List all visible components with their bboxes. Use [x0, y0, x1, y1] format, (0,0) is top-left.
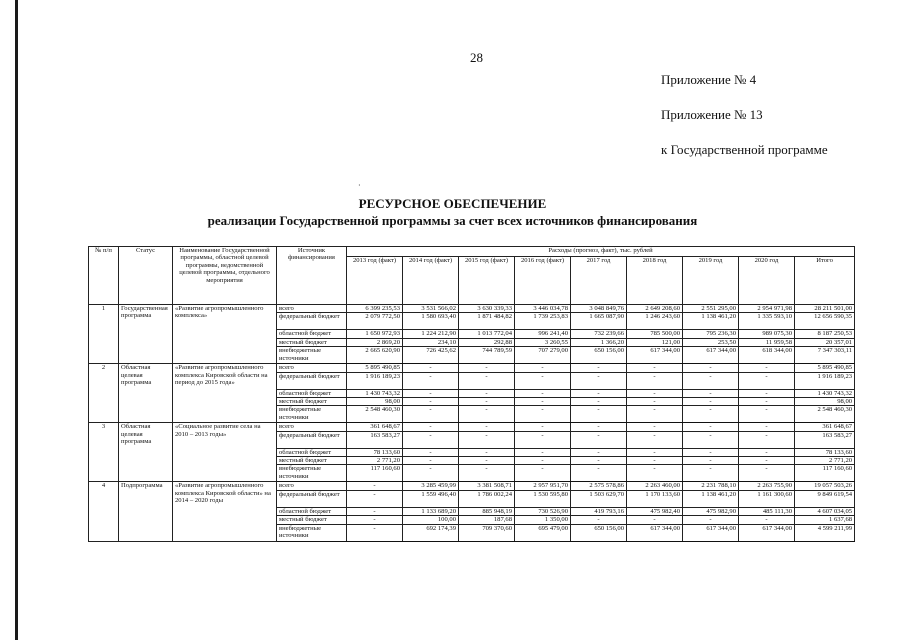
amount-cell: - [459, 364, 515, 372]
total-cell: 1 430 743,32 [795, 389, 855, 397]
amount-cell: - [627, 431, 683, 448]
funding-source: всего [277, 364, 347, 372]
amount-cell: - [515, 423, 571, 431]
amount-cell: 2 665 620,90 [347, 347, 403, 364]
page-number: 28 [470, 50, 483, 65]
table-row [89, 482, 855, 490]
header-expenses: Расходы (прогноз, факт), тыс. рублей [347, 247, 855, 257]
amount-cell: - [627, 516, 683, 524]
amount-cell: 2 869,20 [347, 338, 403, 346]
amount-cell: 419 793,16 [571, 507, 627, 515]
document-title: РЕСУРСНОЕ ОБЕСПЕЧЕНИЕ [358, 196, 547, 211]
header-year: 2016 год (факт) [515, 257, 571, 305]
amount-cell: - [515, 364, 571, 372]
amount-cell: - [683, 364, 739, 372]
funding-source: местный бюджет [277, 516, 347, 524]
amount-cell: - [739, 465, 795, 482]
header-year: Итого [795, 257, 855, 305]
amount-cell: 3 381 508,71 [459, 482, 515, 490]
amount-cell: - [571, 448, 627, 456]
amount-cell: 2 079 772,50 [347, 313, 403, 330]
amount-cell: - [347, 490, 403, 507]
amount-cell: 2 231 788,10 [683, 482, 739, 490]
funding-source: внебюджетные источники [277, 347, 347, 364]
amount-cell: - [683, 516, 739, 524]
scan-speck: · [358, 181, 361, 190]
amount-cell: - [403, 372, 459, 389]
program-status: Подпрограмма [119, 482, 173, 541]
funding-source: всего [277, 423, 347, 431]
program-name: «Развитие агропромышленного комплекса Кировской области на период до 2015 года» [173, 364, 277, 423]
amount-cell: 795 236,30 [683, 330, 739, 338]
funding-source: местный бюджет [277, 338, 347, 346]
total-cell: 98,00 [795, 397, 855, 405]
amount-cell: 253,50 [683, 338, 739, 346]
header-status: Статус [119, 247, 173, 305]
total-cell: 20 357,01 [795, 338, 855, 346]
amount-cell: - [627, 465, 683, 482]
amount-cell: 1 246 243,60 [627, 313, 683, 330]
amount-cell: - [627, 448, 683, 456]
amount-cell: - [403, 431, 459, 448]
amount-cell: 2 548 460,30 [347, 406, 403, 423]
header-year: 2020 год [739, 257, 795, 305]
amount-cell: 11 959,58 [739, 338, 795, 346]
amount-cell: 121,00 [627, 338, 683, 346]
amount-cell: 3 630 339,33 [459, 305, 515, 313]
program-name: «Развитие агропромышленного комплекса» [173, 305, 277, 364]
header-year: 2018 год [627, 257, 683, 305]
total-cell: 1 637,68 [795, 516, 855, 524]
amount-cell: - [739, 516, 795, 524]
funding-source: всего [277, 482, 347, 490]
amount-cell: 726 425,62 [403, 347, 459, 364]
header-year: 2019 год [683, 257, 739, 305]
amount-cell: 3 446 034,78 [515, 305, 571, 313]
funding-source: внебюджетные источники [277, 524, 347, 541]
amount-cell: 5 895 490,85 [347, 364, 403, 372]
amount-cell: - [683, 423, 739, 431]
amount-cell: 1 650 972,93 [347, 330, 403, 338]
funding-source: федеральный бюджет [277, 431, 347, 448]
amount-cell: 2 957 951,70 [515, 482, 571, 490]
total-cell: 5 895 490,85 [795, 364, 855, 372]
amount-cell: - [627, 389, 683, 397]
amount-cell: 617 344,00 [739, 524, 795, 541]
amount-cell: 989 075,30 [739, 330, 795, 338]
total-cell: 8 187 250,53 [795, 330, 855, 338]
amount-cell: 1 739 253,83 [515, 313, 571, 330]
amount-cell: - [627, 397, 683, 405]
header-year: 2015 год (факт) [459, 257, 515, 305]
resource-table [88, 246, 855, 542]
amount-cell: - [515, 389, 571, 397]
amount-cell: - [683, 457, 739, 465]
amount-cell: 1 530 595,80 [515, 490, 571, 507]
total-cell: 2 771,20 [795, 457, 855, 465]
funding-source: областной бюджет [277, 507, 347, 515]
row-number: 3 [89, 423, 119, 482]
amount-cell: 2 771,20 [347, 457, 403, 465]
total-cell: 1 916 189,23 [795, 372, 855, 389]
funding-source: областной бюджет [277, 330, 347, 338]
funding-source: местный бюджет [277, 457, 347, 465]
funding-source: федеральный бюджет [277, 490, 347, 507]
amount-cell: 3 048 849,76 [571, 305, 627, 313]
amount-cell: 1 170 133,60 [627, 490, 683, 507]
amount-cell: - [683, 431, 739, 448]
amount-cell: - [347, 507, 403, 515]
table-row [89, 364, 855, 372]
amount-cell: - [515, 397, 571, 405]
amount-cell: - [683, 448, 739, 456]
amount-cell: 1 161 300,60 [739, 490, 795, 507]
total-cell: 19 057 503,26 [795, 482, 855, 490]
funding-source: федеральный бюджет [277, 372, 347, 389]
amount-cell: 3 260,55 [515, 338, 571, 346]
amount-cell: 650 156,00 [571, 347, 627, 364]
amount-cell: - [739, 389, 795, 397]
amount-cell: - [627, 372, 683, 389]
amount-cell: - [403, 364, 459, 372]
amount-cell: - [571, 516, 627, 524]
amount-cell: - [347, 516, 403, 524]
funding-source: местный бюджет [277, 397, 347, 405]
annex-line-2: Приложение № 13 [661, 107, 763, 122]
amount-cell: 1 871 484,82 [459, 313, 515, 330]
amount-cell: 617 344,00 [627, 347, 683, 364]
amount-cell: - [403, 389, 459, 397]
amount-cell: - [515, 406, 571, 423]
amount-cell: 1 138 461,20 [683, 490, 739, 507]
amount-cell: 187,68 [459, 516, 515, 524]
amount-cell: 744 789,59 [459, 347, 515, 364]
amount-cell: - [403, 457, 459, 465]
annex-line-3: к Государственной программе [661, 142, 828, 157]
row-number: 2 [89, 364, 119, 423]
annex-line-1: Приложение № 4 [661, 72, 757, 87]
amount-cell: - [459, 406, 515, 423]
total-cell: 117 160,60 [795, 465, 855, 482]
amount-cell: 475 982,40 [627, 507, 683, 515]
amount-cell: 2 263 460,00 [627, 482, 683, 490]
amount-cell: - [683, 465, 739, 482]
amount-cell: - [739, 397, 795, 405]
amount-cell: 475 982,90 [683, 507, 739, 515]
program-name: «Социальное развитие села на 2010 – 2013 годы» [173, 423, 277, 482]
amount-cell: - [459, 431, 515, 448]
amount-cell: - [571, 364, 627, 372]
amount-cell: 1 559 496,40 [403, 490, 459, 507]
amount-cell: 2 551 295,00 [683, 305, 739, 313]
amount-cell: - [515, 448, 571, 456]
amount-cell: 2 575 578,86 [571, 482, 627, 490]
document-subtitle: реализации Государственной программы за счет всех источников финансирования [207, 213, 698, 228]
amount-cell: - [627, 423, 683, 431]
total-cell: 361 648,67 [795, 423, 855, 431]
amount-cell: 3 531 566,02 [403, 305, 459, 313]
total-cell: 2 548 460,30 [795, 406, 855, 423]
amount-cell: - [683, 406, 739, 423]
header-name: Наименование Государственной программы, областной целевой программы, ведомственной целевой программы, отдельного мероприятия [173, 247, 277, 305]
amount-cell: 6 399 235,53 [347, 305, 403, 313]
amount-cell: - [515, 431, 571, 448]
amount-cell: 730 526,90 [515, 507, 571, 515]
amount-cell: 2 263 755,90 [739, 482, 795, 490]
amount-cell: - [459, 397, 515, 405]
amount-cell: - [627, 457, 683, 465]
amount-cell: 1 224 212,90 [403, 330, 459, 338]
total-cell: 28 211 501,00 [795, 305, 855, 313]
amount-cell: - [515, 372, 571, 389]
amount-cell: 234,10 [403, 338, 459, 346]
header-year: 2017 год [571, 257, 627, 305]
amount-cell: - [515, 465, 571, 482]
header-year: 2014 год (факт) [403, 257, 459, 305]
amount-cell: - [459, 448, 515, 456]
funding-source: внебюджетные источники [277, 465, 347, 482]
amount-cell: 709 370,60 [459, 524, 515, 541]
amount-cell: 1 335 593,10 [739, 313, 795, 330]
amount-cell: 617 344,00 [683, 347, 739, 364]
table-row [89, 305, 855, 313]
amount-cell: - [459, 372, 515, 389]
amount-cell: 618 344,00 [739, 347, 795, 364]
amount-cell: 650 156,00 [571, 524, 627, 541]
amount-cell: - [571, 465, 627, 482]
amount-cell: - [347, 524, 403, 541]
amount-cell: 485 111,30 [739, 507, 795, 515]
amount-cell: 996 241,40 [515, 330, 571, 338]
amount-cell: 785 500,00 [627, 330, 683, 338]
row-number: 4 [89, 482, 119, 541]
amount-cell: - [739, 457, 795, 465]
total-cell: 78 133,60 [795, 448, 855, 456]
amount-cell: 1 665 087,90 [571, 313, 627, 330]
amount-cell: - [459, 389, 515, 397]
amount-cell: 117 160,60 [347, 465, 403, 482]
amount-cell: - [515, 457, 571, 465]
header-num: № п/п [89, 247, 119, 305]
amount-cell: - [739, 431, 795, 448]
amount-cell: 1 013 772,04 [459, 330, 515, 338]
amount-cell: 2 649 208,60 [627, 305, 683, 313]
amount-cell: 732 239,66 [571, 330, 627, 338]
amount-cell: - [347, 482, 403, 490]
amount-cell: 98,00 [347, 397, 403, 405]
amount-cell: - [683, 389, 739, 397]
amount-cell: 617 344,00 [683, 524, 739, 541]
amount-cell: 1 133 689,20 [403, 507, 459, 515]
amount-cell: 695 479,00 [515, 524, 571, 541]
amount-cell: - [403, 423, 459, 431]
amount-cell: - [403, 465, 459, 482]
amount-cell: - [459, 457, 515, 465]
amount-cell: - [683, 397, 739, 405]
header-source: Источник финансирования [277, 247, 347, 305]
program-status: Областная целевая программа [119, 423, 173, 482]
amount-cell: - [739, 372, 795, 389]
amount-cell: 1 503 629,70 [571, 490, 627, 507]
amount-cell: 1 786 002,24 [459, 490, 515, 507]
program-status: Государственная программа [119, 305, 173, 364]
amount-cell: 692 174,39 [403, 524, 459, 541]
amount-cell: 1 916 189,23 [347, 372, 403, 389]
table-row [89, 423, 855, 431]
amount-cell: 1 350,00 [515, 516, 571, 524]
total-cell: 4 607 034,05 [795, 507, 855, 515]
funding-source: областной бюджет [277, 448, 347, 456]
amount-cell: 1 580 693,40 [403, 313, 459, 330]
total-cell: 7 347 303,11 [795, 347, 855, 364]
amount-cell: - [403, 448, 459, 456]
amount-cell: 2 954 971,98 [739, 305, 795, 313]
funding-source: внебюджетные источники [277, 406, 347, 423]
amount-cell: 617 344,00 [627, 524, 683, 541]
amount-cell: 163 583,27 [347, 431, 403, 448]
total-cell: 12 656 590,35 [795, 313, 855, 330]
page-left-edge [15, 0, 18, 640]
total-cell: 163 583,27 [795, 431, 855, 448]
program-status: Областная целевая программа [119, 364, 173, 423]
amount-cell: 1 138 461,20 [683, 313, 739, 330]
amount-cell: - [571, 406, 627, 423]
header-year: 2013 год (факт) [347, 257, 403, 305]
amount-cell: - [739, 423, 795, 431]
total-cell: 4 599 211,99 [795, 524, 855, 541]
amount-cell: - [627, 364, 683, 372]
amount-cell: 100,00 [403, 516, 459, 524]
amount-cell: 361 648,67 [347, 423, 403, 431]
amount-cell: - [571, 372, 627, 389]
amount-cell: - [739, 406, 795, 423]
amount-cell: - [459, 465, 515, 482]
amount-cell: - [571, 389, 627, 397]
funding-source: всего [277, 305, 347, 313]
amount-cell: - [403, 397, 459, 405]
program-name: «Развитие агропромышленного комплекса Кировской области» на 2014 – 2020 годы [173, 482, 277, 541]
amount-cell: - [571, 397, 627, 405]
amount-cell: - [403, 406, 459, 423]
funding-source: областной бюджет [277, 389, 347, 397]
amount-cell: - [739, 448, 795, 456]
amount-cell: 885 948,19 [459, 507, 515, 515]
amount-cell: 1 366,20 [571, 338, 627, 346]
amount-cell: - [571, 457, 627, 465]
amount-cell: 78 133,60 [347, 448, 403, 456]
amount-cell: - [571, 423, 627, 431]
amount-cell: - [739, 364, 795, 372]
amount-cell: - [459, 423, 515, 431]
funding-source: федеральный бюджет [277, 313, 347, 330]
row-number: 1 [89, 305, 119, 364]
amount-cell: - [571, 431, 627, 448]
amount-cell: 3 285 459,99 [403, 482, 459, 490]
total-cell: 9 849 619,54 [795, 490, 855, 507]
amount-cell: - [683, 372, 739, 389]
amount-cell: - [627, 406, 683, 423]
amount-cell: 707 279,00 [515, 347, 571, 364]
amount-cell: 1 430 743,32 [347, 389, 403, 397]
amount-cell: 292,88 [459, 338, 515, 346]
